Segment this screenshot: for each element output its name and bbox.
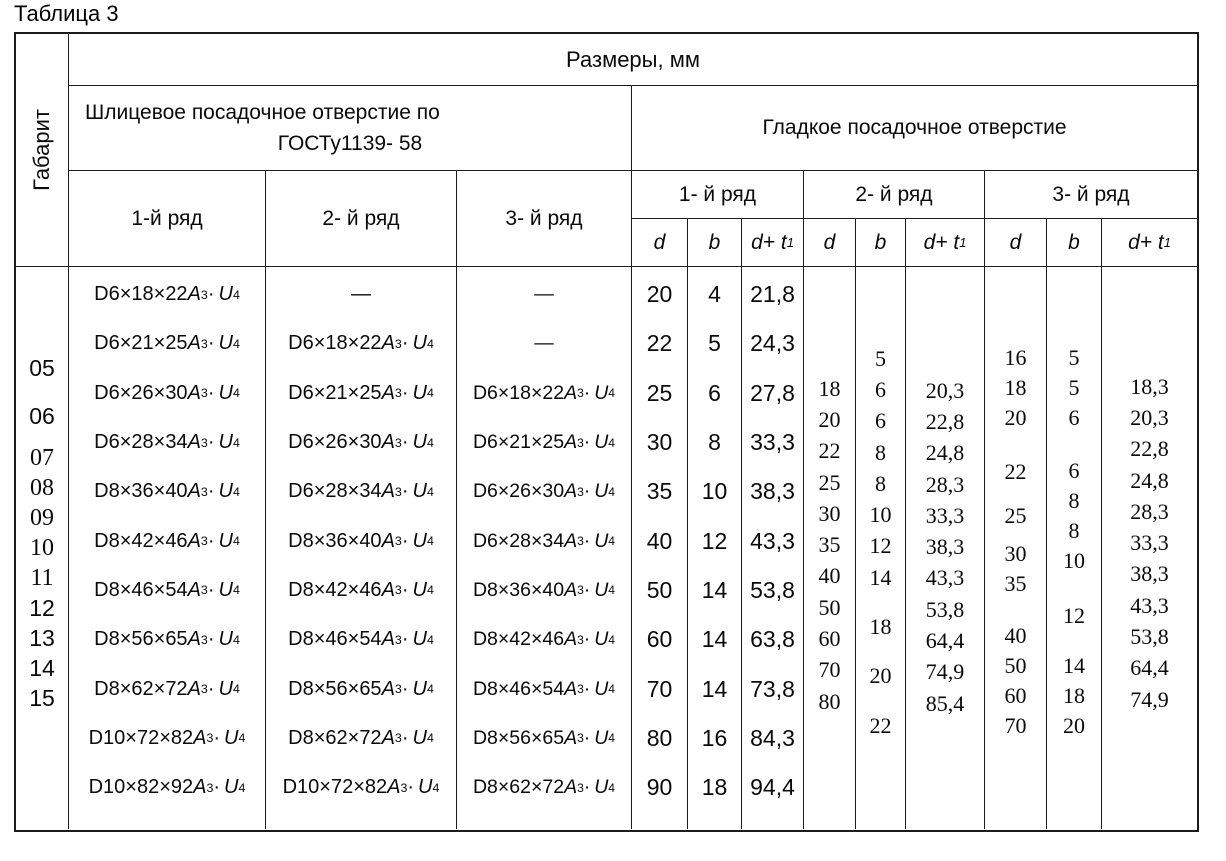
- d-value: 20: [646, 281, 673, 308]
- d-value: 30: [646, 429, 673, 456]
- dt-value: 43,3: [925, 565, 965, 591]
- dt-value: 43,3: [1130, 592, 1169, 618]
- d-value: 70: [818, 657, 841, 683]
- dt-value: 22,8: [1130, 436, 1169, 462]
- spline-row1-header: 1-й ряд: [69, 171, 266, 267]
- col-smooth2-d: [804, 267, 856, 829]
- gabarit-value: 10: [30, 534, 54, 561]
- b-value: 10: [701, 478, 728, 505]
- b-value: 14: [701, 576, 728, 603]
- dt-value: 94,4: [750, 774, 795, 801]
- spline-designation: D6×26×30 A 3 · U 4: [94, 381, 240, 404]
- spline-designation: D8×46×54 A 3 · U 4: [472, 677, 616, 700]
- spline-designation: D10×72×82 A 3 · U 4: [282, 776, 440, 799]
- b-value: 20: [869, 663, 892, 689]
- b-value: 14: [701, 626, 728, 653]
- spline-row3-header: 3- й ряд: [457, 171, 632, 267]
- d-value: 40: [818, 563, 841, 589]
- dt-value: 28,3: [925, 471, 965, 497]
- col-gabarit-values: [16, 267, 69, 829]
- b-value: 12: [701, 527, 728, 554]
- spline-designation: D8×56×65 A 3 · U 4: [288, 677, 434, 700]
- d-value: 25: [818, 469, 841, 495]
- dt-value: 85,4: [925, 690, 965, 716]
- dt-value: 18,3: [1130, 373, 1169, 399]
- dt-value: 24,8: [1130, 467, 1169, 493]
- col-header-d-3: d: [985, 219, 1047, 267]
- col-smooth2-dt: [906, 267, 985, 829]
- spline-designation: D6×18×22 A 3 · U 4: [94, 283, 240, 306]
- b-value: 10: [1063, 548, 1085, 573]
- b-value: 6: [708, 379, 721, 406]
- spline-designation: D6×18×22 A 3 · U 4: [472, 381, 616, 404]
- b-value: 8: [1068, 488, 1080, 513]
- dt-value: 38,3: [925, 534, 965, 560]
- d-value: 90: [646, 774, 673, 801]
- d-value: 40: [1004, 623, 1027, 648]
- spline-designation: D8×56×65 A 3 · U 4: [94, 628, 240, 651]
- dt-value: 43,3: [750, 527, 795, 554]
- smooth-section-header: Гладкое посадочное отверстие: [632, 86, 1197, 171]
- spline-designation: D8×42×46 A 3 · U 4: [288, 578, 434, 601]
- spline-designation: D10×72×82 A 3 · U 4: [88, 726, 246, 749]
- b-value: 14: [701, 675, 728, 702]
- b-value: 8: [875, 470, 886, 496]
- spline-designation: D6×21×25 A 3 · U 4: [472, 431, 616, 454]
- b-value: 6: [1068, 405, 1080, 430]
- smooth-row2-header: 2- й ряд: [804, 171, 985, 219]
- dt-value: 27,8: [750, 379, 795, 406]
- spline-designation: D8×36×40 A 3 · U 4: [472, 578, 616, 601]
- spline-designation: D6×28×34 A 3 · U 4: [472, 529, 616, 552]
- d-value: 30: [1004, 541, 1027, 566]
- col-smooth3-b: [1047, 267, 1102, 829]
- col-header-d-2: d: [804, 219, 856, 267]
- dt-value: 20,3: [1130, 404, 1169, 430]
- b-value: 8: [875, 439, 886, 465]
- col-header-d-1: d: [632, 219, 688, 267]
- d-value: 22: [818, 438, 841, 464]
- col-header-b-1: b: [688, 219, 742, 267]
- sizes-header-cell: Размеры, мм: [69, 34, 1197, 86]
- dt-value: 33,3: [750, 429, 795, 456]
- spline-designation: D10×82×92 A 3 · U 4: [88, 776, 246, 799]
- b-value: 10: [869, 502, 892, 528]
- b-value: 12: [1063, 603, 1085, 628]
- d-value: 70: [1004, 713, 1027, 738]
- gabarit-value: 09: [30, 504, 54, 531]
- col-header-b-3: b: [1047, 219, 1102, 267]
- d-value: 20: [1004, 405, 1027, 430]
- b-value: 6: [1068, 458, 1080, 483]
- dt-value: 64,4: [925, 628, 965, 654]
- d-value: 40: [646, 527, 673, 554]
- b-value: 12: [869, 533, 892, 559]
- col-header-b-2: b: [856, 219, 906, 267]
- spline-designation: D8×42×46 A 3 · U 4: [472, 628, 616, 651]
- gabarit-value: 14: [29, 654, 55, 681]
- col-smooth3-d: [985, 267, 1047, 829]
- b-value: 5: [1068, 375, 1080, 400]
- col-smooth1-dt: [742, 267, 804, 829]
- spline-designation: D8×62×72 A 3 · U 4: [472, 776, 616, 799]
- dt-value: 28,3: [1130, 498, 1169, 524]
- b-value: 8: [1068, 518, 1080, 543]
- b-value: 8: [708, 429, 721, 456]
- spline-designation: —: [534, 332, 554, 355]
- spline-designation: D6×26×30 A 3 · U 4: [288, 431, 434, 454]
- spline-designation: D6×21×25 A 3 · U 4: [288, 381, 434, 404]
- d-value: 20: [818, 406, 841, 432]
- d-value: 35: [1004, 571, 1027, 596]
- b-value: 18: [701, 774, 728, 801]
- spline-designation: D8×36×40 A 3 · U 4: [288, 529, 434, 552]
- col-spline-row3: [457, 267, 632, 829]
- b-value: 5: [708, 330, 721, 357]
- dt-value: 84,3: [750, 724, 795, 751]
- d-value: 60: [646, 626, 673, 653]
- col-smooth1-b: [688, 267, 742, 829]
- b-value: 14: [869, 564, 892, 590]
- dt-value: 74,9: [1130, 686, 1169, 712]
- d-value: 60: [1004, 683, 1027, 708]
- d-value: 35: [818, 532, 841, 558]
- col-spline-row2: [266, 267, 457, 829]
- b-value: 6: [875, 376, 886, 402]
- spline-designation: D8×62×72 A 3 · U 4: [288, 726, 434, 749]
- d-value: 18: [818, 375, 841, 401]
- col-smooth3-dt: [1102, 267, 1197, 829]
- b-value: 18: [869, 614, 892, 640]
- gabarit-header-label: Габарит: [29, 109, 54, 191]
- d-value: 50: [818, 594, 841, 620]
- col-spline-row1: [69, 267, 266, 829]
- dt-value: 53,8: [750, 576, 795, 603]
- gabarit-value: 11: [30, 564, 54, 591]
- spline-header-line2: ГОСТу1139- 58: [277, 131, 423, 155]
- b-value: 6: [875, 408, 886, 434]
- smooth-row3-header: 3- й ряд: [985, 171, 1197, 219]
- dt-value: 22,8: [925, 408, 965, 434]
- spline-designation: D8×42×46 A 3 · U 4: [94, 529, 240, 552]
- b-value: 4: [708, 281, 721, 308]
- gabarit-value: 15: [29, 684, 55, 711]
- dt-value: 38,3: [750, 478, 795, 505]
- dt-value: 74,9: [925, 659, 965, 685]
- b-value: 18: [1063, 683, 1085, 708]
- b-value: 14: [1063, 653, 1085, 678]
- d-value: 60: [818, 626, 841, 652]
- d-value: 16: [1004, 345, 1027, 370]
- d-value: 70: [646, 675, 673, 702]
- d-value: 22: [1004, 459, 1027, 484]
- gabarit-value: 12: [29, 594, 55, 621]
- d-value: 22: [646, 330, 673, 357]
- spline-designation: D8×46×54 A 3 · U 4: [288, 628, 434, 651]
- spline-designation: D8×62×72 A 3 · U 4: [94, 677, 240, 700]
- spline-designation: D8×36×40 A 3 · U 4: [94, 480, 240, 503]
- spline-designation: D8×56×65 A 3 · U 4: [472, 726, 616, 749]
- dt-value: 63,8: [750, 626, 795, 653]
- col-smooth2-b: [856, 267, 906, 829]
- gabarit-value: 07: [30, 444, 54, 471]
- smooth-row1-header: 1- й ряд: [632, 171, 804, 219]
- b-value: 5: [1068, 345, 1080, 370]
- spline-designation: D6×21×25 A 3 · U 4: [94, 332, 240, 355]
- col-header-dt-2: d+ t 1: [906, 219, 985, 267]
- spline-designation: D6×26×30 A 3 · U 4: [472, 480, 616, 503]
- spline-designation: D6×28×34 A 3 · U 4: [288, 480, 434, 503]
- dt-value: 53,8: [1130, 624, 1169, 650]
- col-header-dt-1: d+ t 1: [742, 219, 804, 267]
- d-value: 80: [646, 724, 673, 751]
- dt-value: 73,8: [750, 675, 795, 702]
- spline-section-header: [69, 86, 632, 171]
- d-value: 25: [1004, 503, 1027, 528]
- gabarit-value: 13: [29, 624, 55, 651]
- spline-designation: D6×18×22 A 3 · U 4: [288, 332, 434, 355]
- gabarit-value: 06: [29, 402, 55, 429]
- gabarit-header-cell: [16, 34, 69, 267]
- b-value: 16: [701, 724, 728, 751]
- dt-value: 38,3: [1130, 561, 1169, 587]
- dt-value: 20,3: [925, 377, 965, 403]
- col-header-dt-3: d+ t 1: [1102, 219, 1197, 267]
- spline-designation: —: [534, 283, 554, 306]
- dt-value: 21,8: [750, 281, 795, 308]
- d-value: 50: [646, 576, 673, 603]
- dt-value: 64,4: [1130, 655, 1169, 681]
- d-value: 50: [1004, 653, 1027, 678]
- spline-designation: D8×46×54 A 3 · U 4: [94, 578, 240, 601]
- dimensions-table: [14, 32, 1199, 832]
- spline-row2-header: 2- й ряд: [266, 171, 457, 267]
- spline-designation: —: [351, 283, 371, 306]
- d-value: 30: [818, 500, 841, 526]
- d-value: 35: [646, 478, 673, 505]
- b-value: 22: [869, 712, 892, 738]
- table-caption: Таблица 3: [14, 1, 119, 26]
- dt-value: 24,3: [750, 330, 795, 357]
- dt-value: 24,8: [925, 440, 965, 466]
- gabarit-value: 05: [29, 354, 55, 381]
- col-smooth1-d: [632, 267, 688, 829]
- b-value: 20: [1063, 713, 1085, 738]
- b-value: 5: [875, 345, 886, 371]
- d-value: 18: [1004, 375, 1027, 400]
- spline-header-line1: Шлицевое посадочное отверстие по: [85, 100, 440, 124]
- dt-value: 53,8: [925, 596, 965, 622]
- dt-value: 33,3: [925, 502, 965, 528]
- d-value: 80: [818, 688, 841, 714]
- dt-value: 33,3: [1130, 530, 1169, 556]
- spline-designation: D6×28×34 A 3 · U 4: [94, 431, 240, 454]
- gabarit-value: 08: [30, 474, 54, 501]
- d-value: 25: [646, 379, 673, 406]
